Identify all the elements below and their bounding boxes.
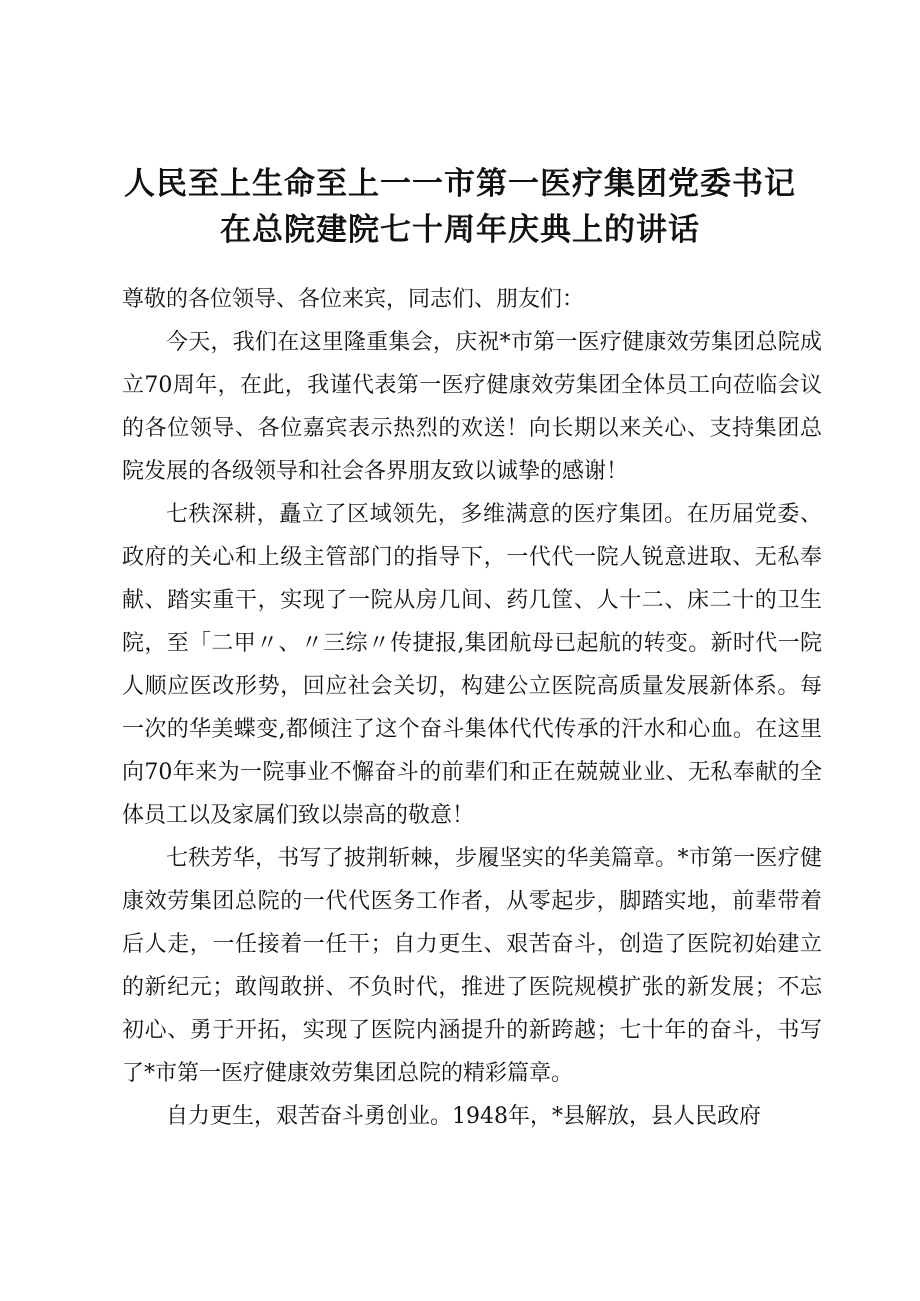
paragraph-seventy-years-cultivation: 七秩深耕，矗立了区域领先，多维满意的医疗集团。在历届党委、政府的关心和上级主管部门的指导下，一代代一院人锐意进取、无私奉献、踏实重干，实现了一院从房几间、药几筐、人十二、床二十的卫生院，至「二甲〃、〃三综〃传捷报,集团航母已起航的转变。新时代一院人顺应医改形势，回应社会关切，构建公立医院高质量发展新体系。每一次的华美蝶变,都倾注了这个奋斗集体代代传承的汗水和心血。在这里向70年来为一院事业不懈奋斗的前辈们和正在兢兢业业、无私奉献的全体员工以及家属们致以崇高的敬意！ [122,502,822,828]
speech-body [122,321,822,1138]
paragraph-self-reliance: 自力更生，艰苦奋斗勇创业。1948年，*县解放，县人民政府 [166,1104,761,1129]
paragraph-seventy-years-splendor: 七秩芳华，书写了披荆斩棘，步履坚实的华美篇章。*市第一医疗健康效劳集团总院的一代代医务工作者，从零起步，脚踏实地，前辈带着后人走，一任接着一任干；自力更生、艰苦奋斗，创造了医院初始建立的新纪元；敢闯敢拼、不负时代，推进了医院规模扩张的新发展；不忘初心、勇于开拓，实现了医院内涵提升的新跨越；七十年的奋斗，书写了*市第一医疗健康效劳集团总院的精彩篇章。 [122,846,822,1086]
salutation: 尊敬的各位领导、各位来宾，同志们、朋友们： [122,287,585,312]
speech-title-line-2: 在总院建院七十周年庆典上的讲话 [220,212,700,248]
speech-title-line-1: 人民至上生命至上一一市第一医疗集团党委书记 [124,166,796,202]
paragraph-opening-welcome: 今天，我们在这里隆重集会，庆祝*市第一医疗健康效劳集团总院成立70周年，在此，我谨代表第一医疗健康效劳集团全体员工向莅临会议的各位领导、各位嘉宾表示热烈的欢送！向长期以来关心、支持集团总院发展的各级领导和社会各界朋友致以诚挚的感谢！ [122,330,822,484]
